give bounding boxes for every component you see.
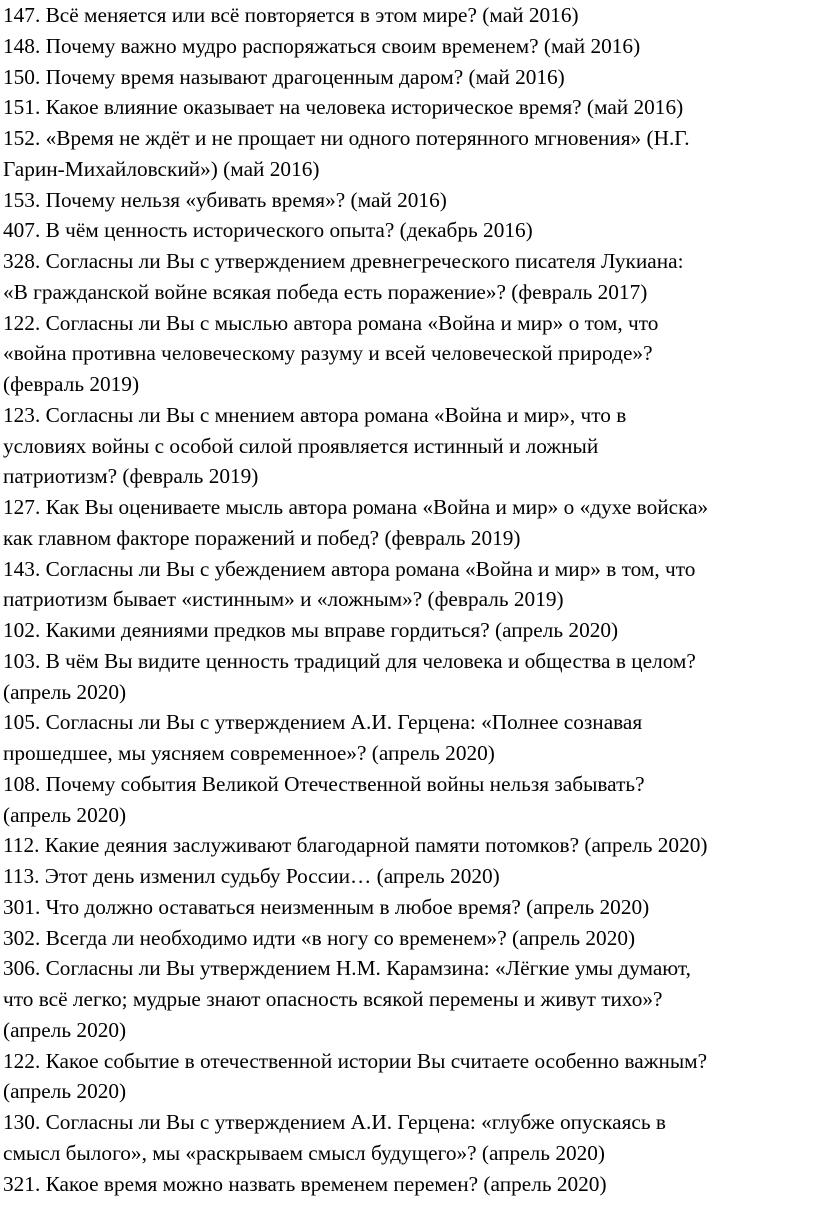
topic-line: 102. Какими деяниями предков мы вправе гордиться? (апрель 2020) <box>3 618 619 642</box>
topic-line: условиях войны с особой силой проявляется истинный и ложный <box>3 433 599 458</box>
topic-line: (апрель 2020) <box>3 1079 127 1104</box>
topic-line: 302. Всегда ли необходимо идти «в ногу со временем»? (апрель 2020) <box>3 925 636 950</box>
topic-item <box>3 0 815 31</box>
topic-line: патриотизм бывает «истинным» и «ложным»? (февраль 2019) <box>3 587 564 612</box>
topic-line: смысл былого», мы «раскрываем смысл будущего»? (апрель 2020) <box>3 1140 606 1165</box>
topic-item <box>3 492 815 554</box>
topic-line: 153. Почему нельзя «убивать время»? (май 2016) <box>3 187 447 212</box>
topic-line: (апрель 2020) <box>3 802 127 827</box>
topic-item <box>3 707 815 769</box>
topic-item <box>3 1046 815 1108</box>
topic-item <box>3 185 815 216</box>
topic-line: прошедшее, мы уясняем современное»? (апрель 2020) <box>3 741 495 765</box>
topic-line: 130. Согласны ли Вы с утверждением А.И. Герцена: «глубже опускаясь в <box>3 1110 666 1134</box>
topic-line: 407. В чём ценность исторического опыта? (декабрь 2016) <box>3 218 533 243</box>
topic-item <box>3 123 815 185</box>
topic-item <box>3 31 815 62</box>
topic-line: 150. Почему время называют драгоценным даром? (май 2016) <box>3 64 565 89</box>
topic-item <box>3 892 815 923</box>
topic-line: (февраль 2019) <box>3 372 140 396</box>
topic-item <box>3 246 815 308</box>
topic-line: 152. «Время не ждёт и не прощает ни одного потерянного мгновения» (Н.Г. <box>3 126 690 150</box>
topic-line: 113. Этот день изменил судьбу России… (апрель 2020) <box>3 864 500 888</box>
topic-line: 301. Что должно оставаться неизменным в любое время? (апрель 2020) <box>3 894 650 919</box>
topic-line: 321. Какое время можно назвать временем перемен? (апрель 2020) <box>3 1171 607 1196</box>
topic-line: 127. Как Вы оцениваете мысль автора романа «Война и мир» о «духе войска» <box>3 495 709 519</box>
topic-line: Гарин-Михайловский») (май 2016) <box>3 156 320 181</box>
topic-item <box>3 308 815 400</box>
topic-item <box>3 554 815 616</box>
topic-line: 151. Какое влияние оказывает на человека историческое время? (май 2016) <box>3 95 684 120</box>
topic-line: патриотизм? (февраль 2019) <box>3 464 259 489</box>
topic-line: (апрель 2020) <box>3 1017 127 1042</box>
topic-item <box>3 646 815 708</box>
topic-item <box>3 769 815 831</box>
topic-item <box>3 400 815 492</box>
topic-line: 108. Почему события Великой Отечественной войны нельзя забывать? <box>3 771 645 796</box>
topic-line: 112. Какие деяния заслуживают благодарной памяти потомков? (апрель 2020) <box>3 833 708 858</box>
topic-item <box>3 92 815 123</box>
topic-line: как главном факторе поражений и побед? (февраль 2019) <box>3 525 521 550</box>
topic-line: что всё легко; мудрые знают опасность всякой перемены и живут тихо»? <box>3 987 663 1011</box>
topic-item <box>3 1169 815 1200</box>
topic-line: 122. Какое событие в отечественной истории Вы считаете особенно важным? <box>3 1048 708 1073</box>
topic-item <box>3 62 815 93</box>
topic-item <box>3 615 815 646</box>
topic-line: 122. Согласны ли Вы с мыслью автора романа «Война и мир» о том, что <box>3 310 659 335</box>
topic-line: (апрель 2020) <box>3 679 127 704</box>
topic-line: 123. Согласны ли Вы с мнением автора романа «Война и мир», что в <box>3 402 627 427</box>
topic-item <box>3 1107 815 1169</box>
topic-line: «В гражданской войне всякая победа есть поражение»? (февраль 2017) <box>3 279 648 304</box>
essay-topic-list <box>3 0 815 1199</box>
topic-line: 306. Согласны ли Вы утверждением Н.М. Карамзина: «Лёгкие умы думают, <box>3 956 691 981</box>
topic-line: 148. Почему важно мудро распоряжаться своим временем? (май 2016) <box>3 33 641 58</box>
topic-item <box>3 215 815 246</box>
topic-item <box>3 830 815 861</box>
topic-item <box>3 953 815 1045</box>
topic-item <box>3 861 815 892</box>
topic-line: 143. Согласны ли Вы с убеждением автора романа «Война и мир» в том, что <box>3 556 696 581</box>
topic-line: «война противна человеческому разуму и всей человеческой природе»? <box>3 341 653 366</box>
topic-item <box>3 923 815 954</box>
topic-line: 105. Согласны ли Вы с утверждением А.И. Герцена: «Полнее сознавая <box>3 710 643 735</box>
topic-line: 147. Всё меняется или всё повторяется в этом мире? (май 2016) <box>3 3 579 27</box>
topic-line: 328. Согласны ли Вы с утверждением древнегреческого писателя Лукиана: <box>3 249 684 273</box>
topic-line: 103. В чём Вы видите ценность традиций для человека и общества в целом? <box>3 648 696 673</box>
document-page <box>3 0 815 1199</box>
